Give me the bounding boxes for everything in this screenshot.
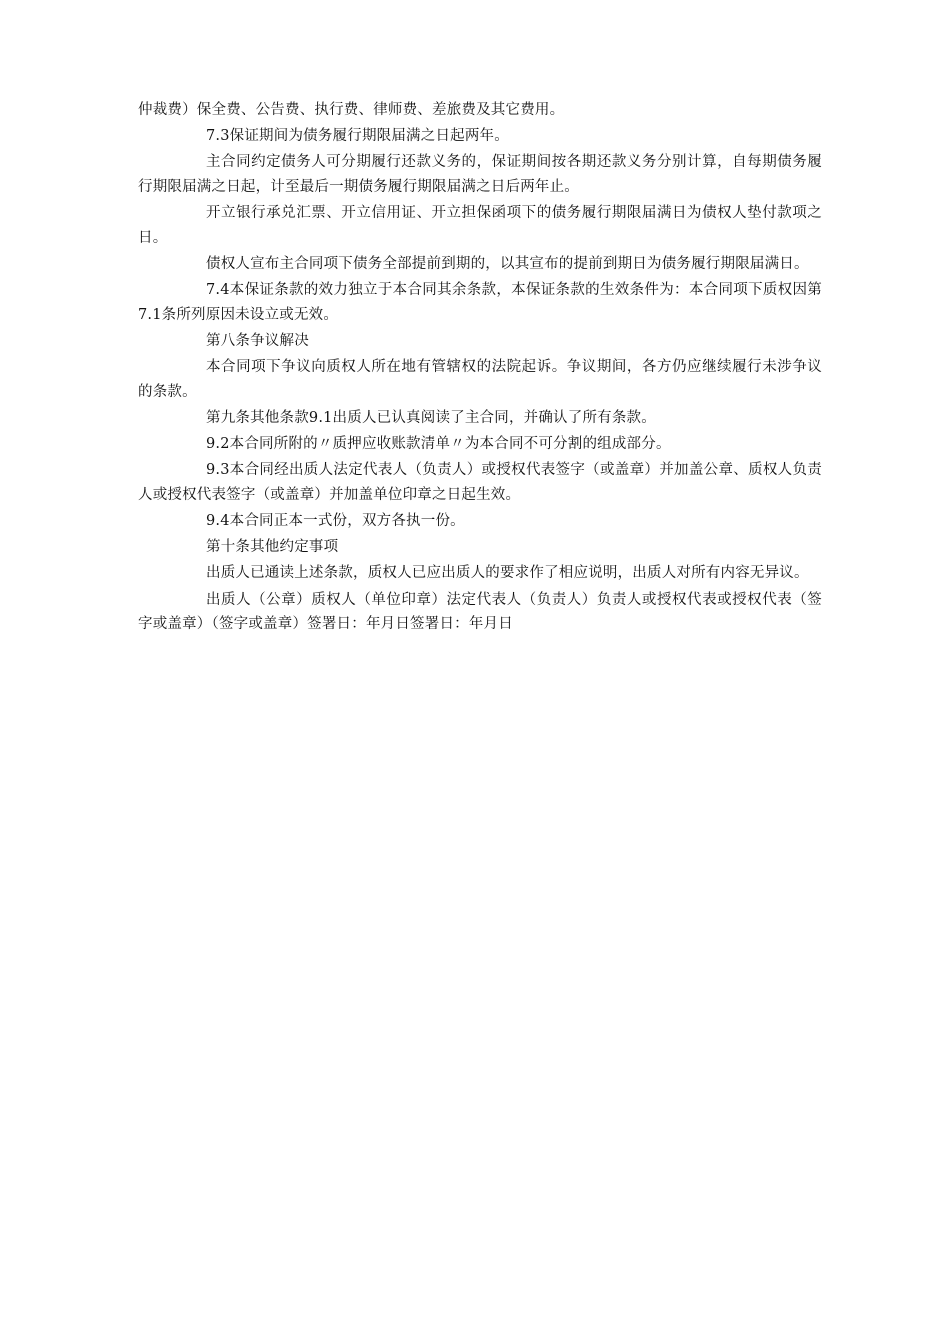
paragraph-5: 债权人宣布主合同项下债务全部提前到期的，以其宣布的提前到期日为债务履行期限届满日。	[206, 255, 809, 272]
paragraph-9: 第九条其他条款9.1出质人已认真阅读了主合同，并确认了所有条款。	[206, 409, 656, 426]
paragraph-3: 主合同约定债务人可分期履行还款义务的，保证期间按各期还款义务分别计算，自每期债务履行期限届满之日起，计至最后一期债务履行期限届满之日后两年止。	[138, 154, 822, 195]
section-heading-8: 第八条争议解决	[206, 332, 309, 349]
paragraph-8: 本合同项下争议向质权人所在地有管辖权的法院起诉。争议期间，各方仍应继续履行未涉争议的条款。	[138, 359, 822, 400]
paragraph-4: 开立银行承兑汇票、开立信用证、开立担保函项下的债务履行期限届满日为债权人垫付款项之日。	[138, 205, 822, 246]
paragraph-2: 7.3保证期间为债务履行期限届满之日起两年。	[206, 128, 509, 145]
paragraph-6: 7.4本保证条款的效力独立于本合同其余条款，本保证条款的生效条件为：本合同项下质权因第7.1条所列原因未设立或无效。	[138, 282, 822, 323]
paragraph-1: 仲裁费）保全费、公告费、执行费、律师费、差旅费及其它费用。	[138, 102, 565, 118]
paragraph-14: 出质人已通读上述条款，质权人已应出质人的要求作了相应说明，出质人对所有内容无异议。	[206, 565, 809, 582]
section-heading-10: 第十条其他约定事项	[206, 539, 339, 556]
document-page	[138, 98, 822, 638]
paragraph-11: 9.3本合同经出质人法定代表人（负责人）或授权代表签字（或盖章）并加盖公章、质权人负责人或授权代表签字（或盖章）并加盖单位印章之日起生效。	[138, 462, 822, 503]
signature-block: 出质人（公章）质权人（单位印章）法定代表人（负责人）负责人或授权代表或授权代表（签字或盖章）（签字或盖章）签署日：年月日签署日：年月日	[138, 591, 822, 633]
paragraph-10: 9.2本合同所附的〃质押应收账款清单〃为本合同不可分割的组成部分。	[206, 436, 671, 453]
paragraph-12: 9.4本合同正本一式份，双方各执一份。	[206, 513, 465, 530]
